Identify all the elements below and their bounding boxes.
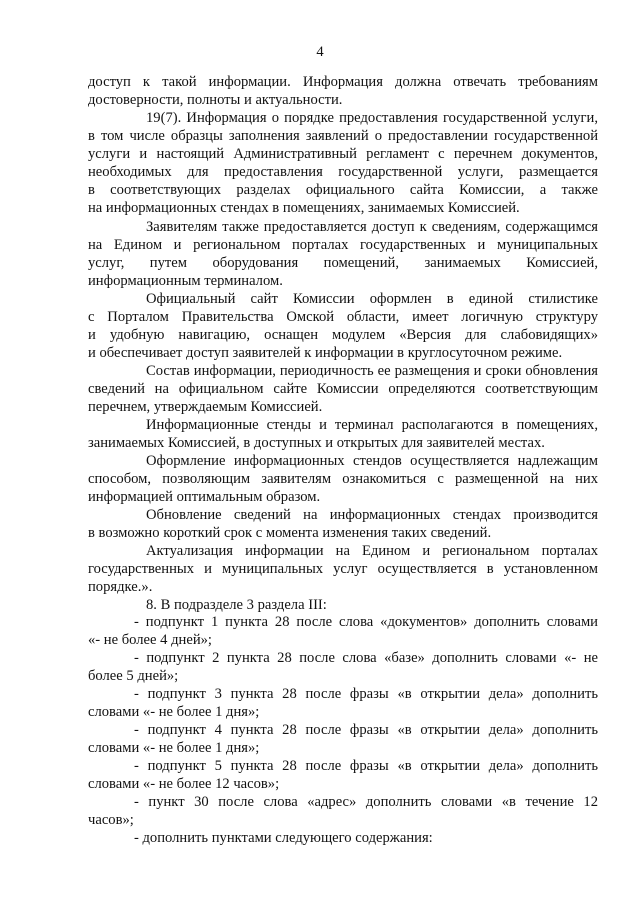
text-line: 8. В подразделе 3 раздела III: xyxy=(146,597,327,613)
text-line: Информационные стенды и терминал располагаются в помещениях, xyxy=(146,417,598,433)
text-line: - пункт 30 после слова «адрес» дополнить словами «в течение 12 xyxy=(134,794,598,810)
text-line: «- не более 4 дней»; xyxy=(88,632,212,648)
text-line: 19(7). Информация о порядке предоставления государственной услуги, xyxy=(146,110,598,126)
text-line: на Едином и региональном порталах государственных и муниципальных xyxy=(88,237,598,253)
text-line: способом, позволяющим заявителям ознакомиться с размещенной на них xyxy=(88,471,598,487)
text-line: - подпункт 4 пункта 28 после фразы «в открытии дела» дополнить xyxy=(134,722,598,738)
text-line: достоверности, полноты и актуальности. xyxy=(88,92,343,108)
text-line: - подпункт 2 пункта 28 после слова «базе» дополнить словами «- не xyxy=(134,650,598,666)
text-line: услуги и настоящий Административный регламент с перечнем документов, xyxy=(88,146,598,162)
text-line: сведений на официальном сайте Комиссии определяются соответствующим xyxy=(88,381,598,397)
text-line: - подпункт 5 пункта 28 после фразы «в открытии дела» дополнить xyxy=(134,758,598,774)
text-line: информацией оптимальным образом. xyxy=(88,489,321,505)
text-line: часов»; xyxy=(88,812,134,828)
text-line: государственных и муниципальных услуг осуществляется в установленном xyxy=(88,561,598,577)
text-line: занимаемых Комиссией, в доступных и открытых для заявителей местах. xyxy=(88,435,545,451)
text-line: доступ к такой информации. Информация должна отвечать требованиям xyxy=(88,74,598,90)
text-line: с Порталом Правительства Омской области, имеет логичную структуру xyxy=(88,309,598,325)
page-number: 4 xyxy=(316,44,324,60)
text-line: порядке.». xyxy=(88,579,153,595)
text-line: перечнем, утверждаемым Комиссией. xyxy=(88,399,323,415)
text-line: информационным терминалом. xyxy=(88,273,283,289)
text-line: - подпункт 1 пункта 28 после слова «документов» дополнить словами xyxy=(134,614,598,630)
text-line: - подпункт 3 пункта 28 после фразы «в открытии дела» дополнить xyxy=(134,686,598,702)
text-line: Актуализация информации на Едином и региональном порталах xyxy=(146,543,598,559)
text-line: словами «- не более 1 дня»; xyxy=(88,704,260,720)
text-line: Официальный сайт Комиссии оформлен в единой стилистике xyxy=(146,291,598,307)
text-line: и обеспечивает доступ заявителей к информации в круглосуточном режиме. xyxy=(88,345,563,361)
text-line: Заявителям также предоставляется доступ к сведениям, содержащимся xyxy=(146,219,598,235)
text-line: на информационных стендах в помещениях, занимаемых Комиссией. xyxy=(88,200,520,216)
text-line: в том числе образцы заполнения заявлений о предоставлении государственной xyxy=(88,128,598,144)
text-line: - дополнить пунктами следующего содержания: xyxy=(134,830,433,846)
text-line: в возможно короткий срок с момента изменения таких сведений. xyxy=(88,525,492,541)
text-line: словами «- не более 1 дня»; xyxy=(88,740,260,756)
text-line: словами «- не более 12 часов»; xyxy=(88,776,280,792)
text-line: услуг, путем оборудования помещений, занимаемых Комиссией, xyxy=(88,255,598,271)
text-line: более 5 дней»; xyxy=(88,668,179,684)
text-line: и удобную навигацию, оснащен модулем «Версия для слабовидящих» xyxy=(88,327,598,343)
text-line: Оформление информационных стендов осуществляется надлежащим xyxy=(146,453,598,469)
text-line: в соответствующих разделах официального сайта Комиссии, а также xyxy=(88,182,598,198)
text-line: Обновление сведений на информационных стендах производится xyxy=(146,507,598,523)
text-line: Состав информации, периодичность ее размещения и сроки обновления xyxy=(146,363,598,379)
text-line: необходимых для предоставления государственной услуги, размещается xyxy=(88,164,598,180)
